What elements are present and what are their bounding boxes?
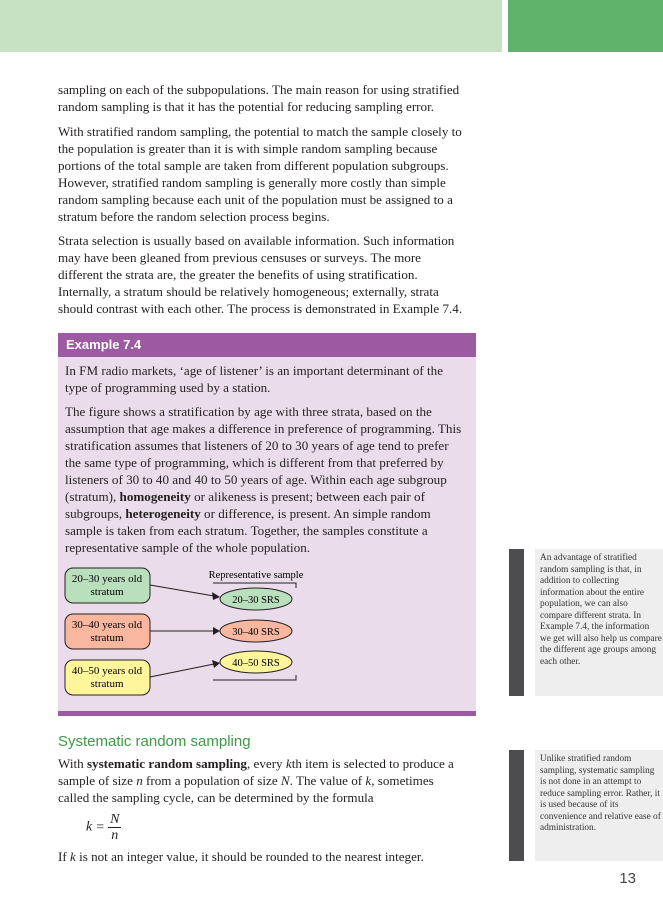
- margin-note-bar: [509, 549, 524, 696]
- arrow-3-line: [150, 664, 214, 677]
- margin-note-stratified: [509, 549, 663, 696]
- sample-2-label: 30–40 SRS: [232, 627, 280, 638]
- arrow-1: [150, 585, 220, 600]
- page-number: 13: [619, 870, 636, 887]
- sample-3-label: 40–50 SRS: [232, 658, 280, 669]
- p4-text-f: , sometimes called the sampling cycle, can be determined by the formula: [58, 773, 434, 805]
- example-title: Example 7.4: [58, 333, 476, 357]
- stratification-diagram: [58, 563, 476, 708]
- example-box: [58, 333, 476, 716]
- sample-1-label: 20–30 SRS: [232, 595, 280, 606]
- sample-oval-1: [220, 588, 292, 610]
- stratum-3-line1: 40–50 years old: [71, 665, 143, 677]
- bracket-bottom: [213, 675, 296, 680]
- p4-text-a: With: [58, 756, 87, 771]
- formula-denominator: n: [111, 828, 119, 843]
- stratum-2-line1: 30–40 years old: [71, 619, 143, 631]
- paragraph-systematic: [58, 755, 468, 806]
- p4-text-c: th item is selected to produce a sample of size: [58, 756, 454, 788]
- formula-fraction: [108, 812, 121, 843]
- example-paragraph-2: [65, 403, 463, 556]
- example-text-a: The figure shows a stratification by age with three strata, based on the assumption that age makes a difference in preference of programming. This stratification assumes that listeners of 20 to 30 years of age tend to prefer the same type of programming, which is different from that preferred by listeners of 30 to 40 and 40 to 50 years of age. Within each age subgroup (stratum),: [65, 404, 462, 504]
- sample-oval-2: [220, 620, 292, 642]
- var-k: k: [285, 756, 292, 771]
- term-heterogeneity: heterogeneity: [125, 506, 201, 521]
- formula-equals: =: [96, 819, 105, 835]
- arrow-2: [150, 627, 220, 635]
- bracket-top: [213, 583, 296, 588]
- stratum-box-3: [65, 660, 150, 695]
- stratum-box-1: [65, 568, 150, 603]
- arrow-3: [150, 660, 220, 677]
- example-text-c: or difference, is present. An simple random sample is taken from each stratum. Together, the samples constitute a representative sample of the whole population.: [65, 506, 431, 555]
- margin-note-text: Unlike stratified random sampling, systematic sampling is not done in an attempt to reduce sampling error. Rather, it is used because of its convenience and relative ease of administration.: [540, 754, 661, 833]
- formula-k: [86, 812, 121, 843]
- stratum-3-line2: stratum: [90, 678, 124, 690]
- stratum-box-2: [65, 614, 150, 649]
- formula-lhs: k: [86, 819, 93, 835]
- section-heading-systematic: Systematic random sampling: [58, 733, 251, 750]
- formula-numerator: N: [110, 812, 120, 827]
- arrow-1-line: [150, 585, 214, 596]
- example-text-b: or alikeness is present; between each pair of subgroups,: [65, 489, 425, 521]
- var-k-3: k: [70, 849, 76, 864]
- stratum-1-line2: stratum: [90, 586, 124, 598]
- paragraph-rounding: [58, 848, 468, 865]
- stratum-1-line1: 20–30 years old: [71, 573, 143, 585]
- p4-text-e: . The value of: [289, 773, 366, 788]
- arrow-3-head: [212, 660, 220, 668]
- term-homogeneity: homogeneity: [119, 489, 191, 504]
- p5-text-b: is not an integer value, it should be rounded to the nearest integer.: [75, 849, 424, 864]
- sample-oval-3: [220, 651, 292, 673]
- margin-note-systematic: [509, 750, 663, 861]
- arrow-2-head: [213, 627, 220, 635]
- stratum-2-line2: stratum: [90, 632, 124, 644]
- p4-text-b: , every: [246, 756, 286, 771]
- var-k-2: k: [365, 773, 372, 788]
- paragraph-intro: sampling on each of the subpopulations. The main reason for using stratified random sampling is that it has the potential for reducing sampling error.: [58, 82, 460, 114]
- example-paragraph-1: In FM radio markets, ‘age of listener’ is an important determinant of the type of programming used by a station.: [65, 363, 444, 395]
- paragraph-stratified-advantage: With stratified random sampling, the potential to match the sample closely to the population is greater than it is with simple random sampling because portions of the total sample are taken from different population subgroups. However, stratified random sampling is generally more costly than simple random sampling because each unit of the population must be assigned to a stratum before the random selection process begins.: [58, 124, 462, 224]
- term-systematic-random-sampling: systematic random sampling: [86, 756, 247, 771]
- p4-text-d: from a population of size: [142, 773, 281, 788]
- var-n: n: [136, 773, 143, 788]
- paragraph-strata-selection: Strata selection is usually based on available information. Such information may have been gleaned from previous censuses or surveys. The more different the strata are, the greater the benefits of using stratification. Internally, a stratum should be relatively homogeneous; externally, strata should contrast with each other. The process is demonstrated in Example 7.4.: [58, 233, 463, 316]
- margin-note-bar: [509, 750, 524, 861]
- representative-sample-label: Representative sample: [208, 570, 304, 581]
- arrow-1-head: [212, 592, 220, 600]
- p5-text-a: If: [58, 849, 70, 864]
- header-band-light: [0, 0, 502, 52]
- var-N: N: [280, 773, 290, 788]
- margin-note-text: An advantage of stratified random sampling is that, in addition to collecting information about the entire population, we can also compare different strata. In Example 7.4, the information we get will also help us compare the different age groups among each other.: [540, 553, 662, 667]
- header-band-dark: [508, 0, 663, 52]
